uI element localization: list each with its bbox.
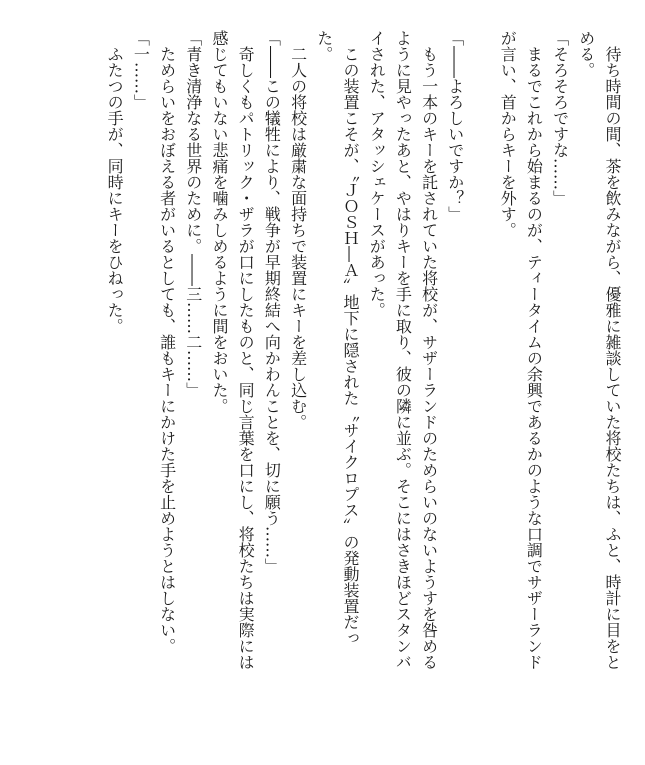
text-line: イされた、アタッシェケースがあった。 (367, 30, 387, 318)
text-line: 「青き清浄なる世界のために。――三……二……」 (183, 30, 203, 398)
text-line: 奇しくもパトリック・ザラが口にしたものと、同じ言葉を口にし、将校たちは実際には (236, 30, 256, 670)
text-line: 「――よろしいですか？」 (445, 30, 465, 222)
text-line: 「――この犠牲により、戦争が早期終結へ向かわんことを、切に願う……」 (262, 30, 282, 574)
text-line: ふたつの手が、同時にキーをひねった。 (105, 30, 125, 334)
text-line: 待ち時間の間、茶を飲みながら、優雅に雑談していた将校たちは、ふと、時計に目をと (603, 30, 622, 670)
text-line: 感じてもいない悲痛を噛みしめるように間をおいた。 (209, 30, 229, 414)
text-line: もう一本のキーを託されていた将校が、サザーランドのためらいのないようすを咎める (419, 30, 439, 670)
text-line: 二人の将校は厳粛な面持ちで装置にキーを差し込む。 (288, 30, 308, 430)
text-line: この装置こそが、〝ＪＯＳＨ―Ａ〟地下に隠された〝サイクロプス〟の発動装置だっ (340, 30, 360, 646)
text-line: ように見やったあと、やはりキーを手に取り、彼の隣に並ぶ。そこにはさきほどスタンバ (393, 30, 413, 670)
text-line: 「一……」 (131, 30, 151, 110)
text-line: める。 (576, 30, 596, 78)
text-line: が言い、首からキーを外す。 (498, 30, 518, 238)
paragraph-gap (468, 30, 494, 765)
text-line: ためらいをおぼえる者がいるとしても、誰もキーにかけた手を止めようとはしない。 (157, 30, 177, 654)
text-line: た。 (314, 30, 334, 62)
text-line: 「そろそろですな……」 (550, 30, 570, 206)
text-line: まるでこれから始まるのが、ティータイムの余興であるかのような口調でサザーランド (524, 30, 544, 670)
